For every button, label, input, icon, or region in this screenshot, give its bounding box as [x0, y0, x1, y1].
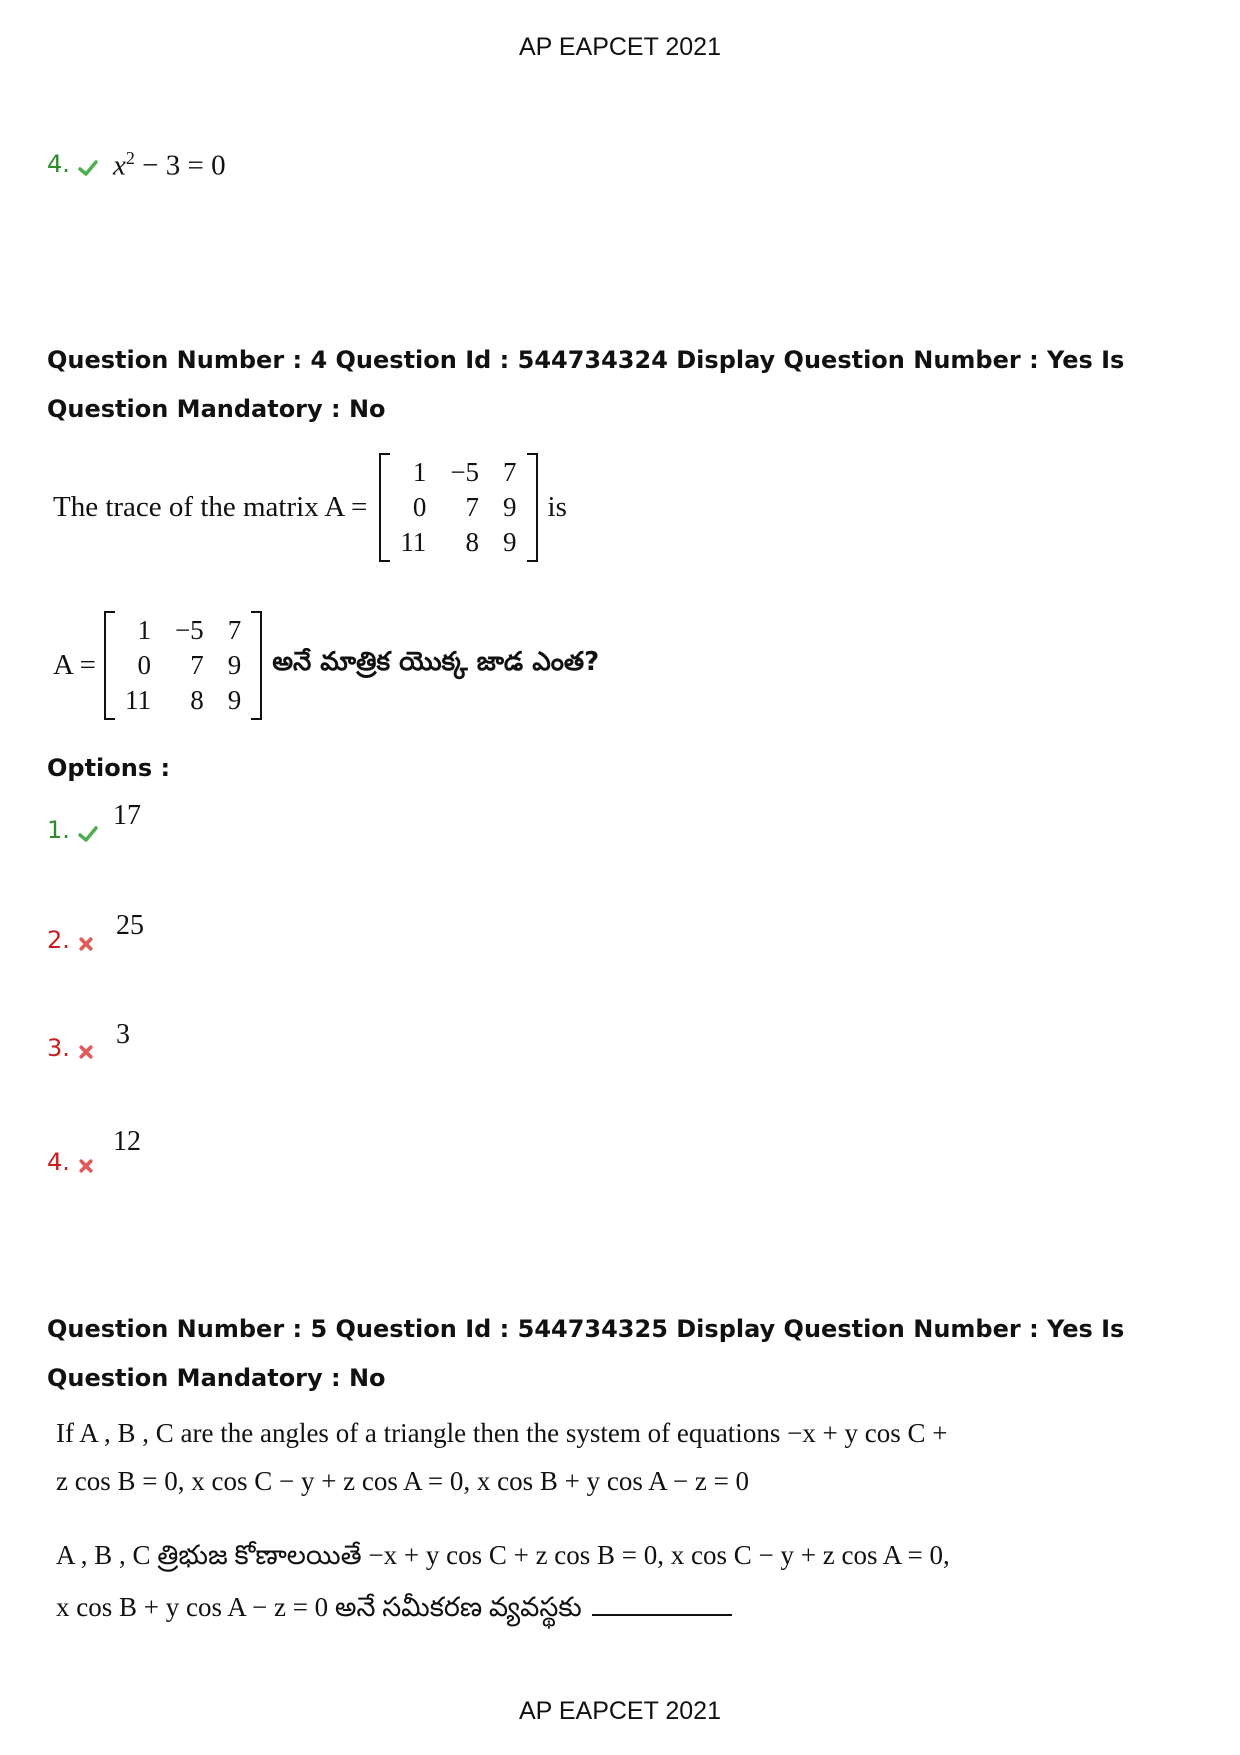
- prev-option-value: $x^2 - 3 = 0$: [113, 148, 226, 182]
- check-icon: [78, 158, 98, 178]
- question-4-telugu: [53, 606, 599, 724]
- option-4-value: 12: [113, 1126, 141, 1157]
- question-5-english-line-2: z cos B = 0, x cos C − y + z cos A = 0, x cos B + y cos A − z = 0: [56, 1466, 750, 1496]
- matrix-cell: −5: [450, 456, 480, 487]
- option-2-value: 25: [116, 910, 144, 941]
- matrix-cell: −5: [174, 614, 204, 645]
- matrix-cell: 7: [503, 456, 517, 487]
- question-5-telugu-line-1: A , B , C త్రిభుజ కోణాలయితే −x + y cos C + z cos B = 0, x cos C − y + z cos A = 0,: [56, 1540, 950, 1570]
- cross-icon: [78, 1158, 94, 1174]
- option-number: 2.: [47, 926, 70, 954]
- question-5-telugu-line-2-text: x cos B + y cos A − z = 0 అనే సమీకరణ వ్యవస్థకు: [56, 1592, 582, 1622]
- check-icon: [78, 824, 98, 844]
- cross-icon: [78, 1044, 94, 1060]
- option-4: [47, 1148, 94, 1176]
- question-4-header: Question Number : 4 Question Id : 544734324 Display Question Number : Yes Is Question Mandatory : No: [47, 346, 1125, 423]
- matrix-cell: 9: [227, 649, 242, 680]
- matrix-cell: 7: [465, 491, 480, 522]
- option-3-value: 3: [116, 1019, 130, 1050]
- question-5-english-line-1: If A , B , C are the angles of a triangle then the system of equations −x + y cos C +: [56, 1418, 948, 1448]
- matrix-cell: 11: [400, 526, 427, 557]
- option-1: [47, 816, 98, 844]
- matrix-cell: 7: [227, 614, 242, 645]
- answer-blank: [592, 1596, 732, 1616]
- question-5-telugu-line-2: [56, 1592, 1116, 1630]
- option-number: 1.: [47, 816, 70, 844]
- page-header: AP EAPCET 2021: [519, 33, 721, 61]
- matrix-cell: 9: [227, 684, 242, 715]
- question-4-english: [53, 448, 567, 566]
- question-4-english-prefix: The trace of the matrix A =: [53, 490, 368, 523]
- page-footer: AP EAPCET 2021: [519, 1697, 721, 1725]
- question-5-header: Question Number : 5 Question Id : 544734325 Display Question Number : Yes Is Question Mandatory : No: [47, 1315, 1125, 1392]
- option-number: 3.: [47, 1034, 70, 1062]
- cross-icon: [78, 936, 94, 952]
- matrix-english: [379, 453, 537, 562]
- matrix-cell: 8: [465, 526, 480, 557]
- option-number: 4.: [47, 150, 70, 178]
- option-number: 4.: [47, 1148, 70, 1176]
- option-1-value: 17: [113, 800, 141, 831]
- question-4-english-suffix: is: [547, 490, 567, 523]
- matrix-cell: 9: [503, 491, 517, 522]
- options-label: Options :: [47, 754, 171, 782]
- matrix-cell: 0: [137, 649, 151, 680]
- matrix-cell: 11: [124, 684, 151, 715]
- prev-option-4: [47, 150, 98, 178]
- question-4-telugu-prefix: A =: [53, 648, 96, 681]
- matrix-telugu: [104, 611, 262, 720]
- question-4-telugu-suffix: అనే మాత్రిక యొక్క జాడ ఎంత?: [272, 647, 600, 677]
- matrix-cell: 9: [503, 526, 517, 557]
- option-3: [47, 1034, 94, 1062]
- matrix-cell: 8: [190, 684, 204, 715]
- matrix-cell: 0: [412, 491, 427, 522]
- option-2: [47, 926, 94, 954]
- matrix-cell: 7: [190, 649, 204, 680]
- matrix-cell: 1: [412, 456, 427, 487]
- matrix-cell: 1: [137, 614, 151, 645]
